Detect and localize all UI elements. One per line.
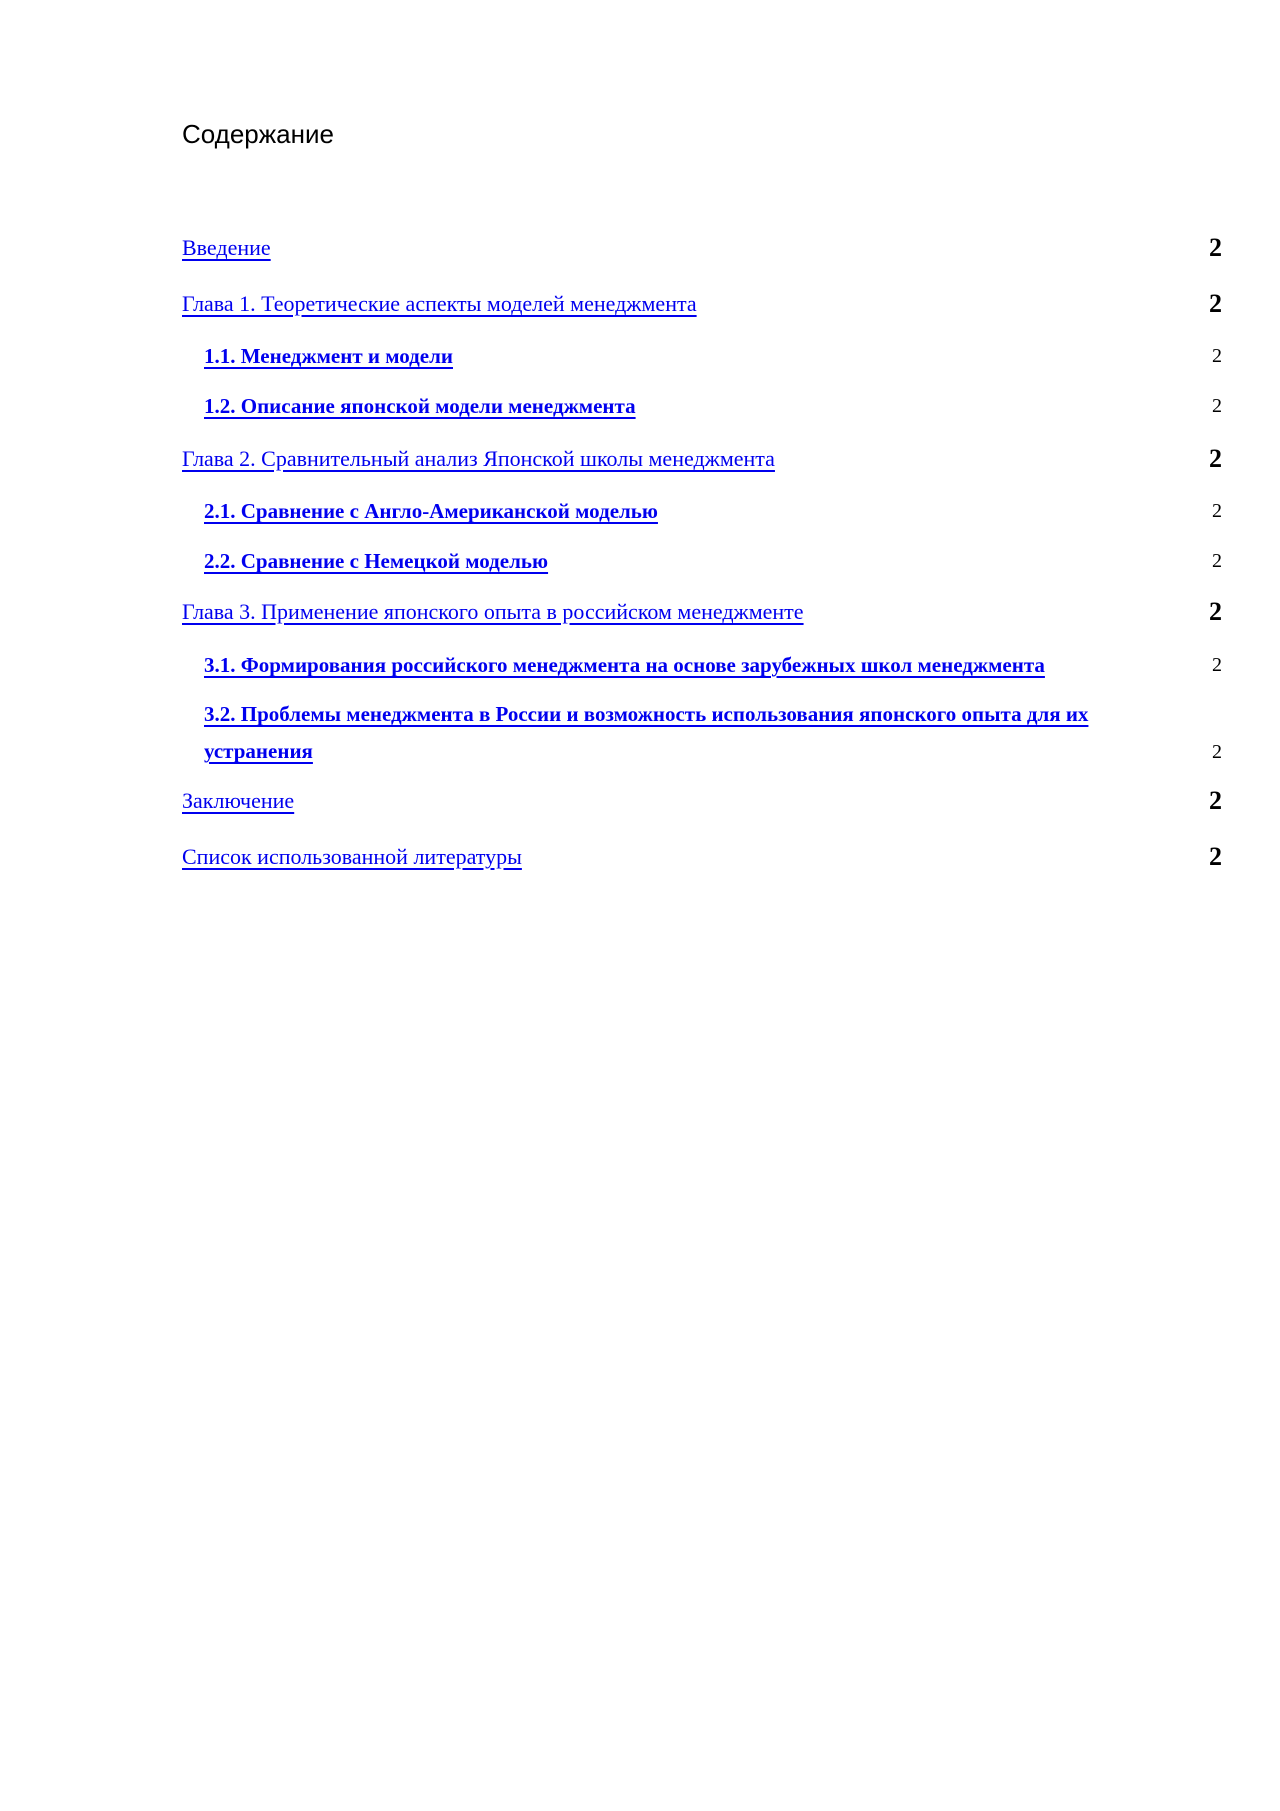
toc-page-number: 2 [1212, 550, 1222, 572]
toc-link[interactable]: 2.1. Сравнение с Англо-Американской моделью [204, 499, 658, 523]
toc-page-number: 2 [1212, 654, 1222, 676]
toc-entry-section-1-1 [182, 341, 1222, 371]
toc-page-number: 2 [1209, 597, 1222, 626]
toc-entry-section-2-1 [182, 496, 1222, 526]
toc-title-wrap [204, 696, 1144, 770]
toc-link[interactable]: Глава 3. Применение японского опыта в российском менеджменте [182, 599, 804, 624]
toc-page-number: 2 [1209, 289, 1222, 318]
toc-entry-chapter-1 [182, 289, 1222, 319]
toc-page-number: 2 [1212, 500, 1222, 522]
toc-page-number: 2 [1209, 842, 1222, 871]
toc-entry-section-1-2 [182, 391, 1222, 421]
toc-heading: Содержание [182, 119, 334, 149]
toc-link[interactable]: Глава 2. Сравнительный анализ Японской школы менеджмента [182, 446, 775, 471]
toc-entry-section-2-2 [182, 546, 1222, 576]
toc-link[interactable]: Список использованной литературы [182, 844, 522, 869]
toc-link[interactable]: Введение [182, 235, 271, 260]
toc-entry-conclusion [182, 786, 1222, 816]
toc-link[interactable]: 1.2. Описание японской модели менеджмента [204, 394, 636, 418]
toc-page-number: 2 [1209, 786, 1222, 815]
toc-entry-introduction [182, 233, 1222, 263]
toc-entry-section-3-1 [182, 650, 1222, 680]
toc-page-number: 2 [1212, 345, 1222, 367]
toc-link[interactable]: Глава 1. Теоретические аспекты моделей менеджмента [182, 291, 697, 316]
toc-page-number: 2 [1209, 444, 1222, 473]
toc-link[interactable]: 1.1. Менеджмент и модели [204, 344, 453, 368]
toc-page-number: 2 [1209, 233, 1222, 262]
toc-link[interactable]: Заключение [182, 788, 295, 813]
toc-page-number: 2 [1212, 741, 1222, 763]
toc-entry-references [182, 842, 1222, 872]
toc-link[interactable]: 3.1. Формирования российского менеджмента на основе зарубежных школ менеджмента [204, 653, 1045, 677]
toc-entry-section-3-2 [182, 696, 1222, 770]
toc-page-number: 2 [1212, 395, 1222, 417]
toc-entry-chapter-2 [182, 444, 1222, 474]
toc-entry-chapter-3 [182, 597, 1222, 627]
toc-link[interactable]: 2.2. Сравнение с Немецкой моделью [204, 549, 549, 573]
toc-link[interactable]: 3.2. Проблемы менеджмента в России и возможность использования японского опыта для их устранения [204, 702, 1089, 763]
